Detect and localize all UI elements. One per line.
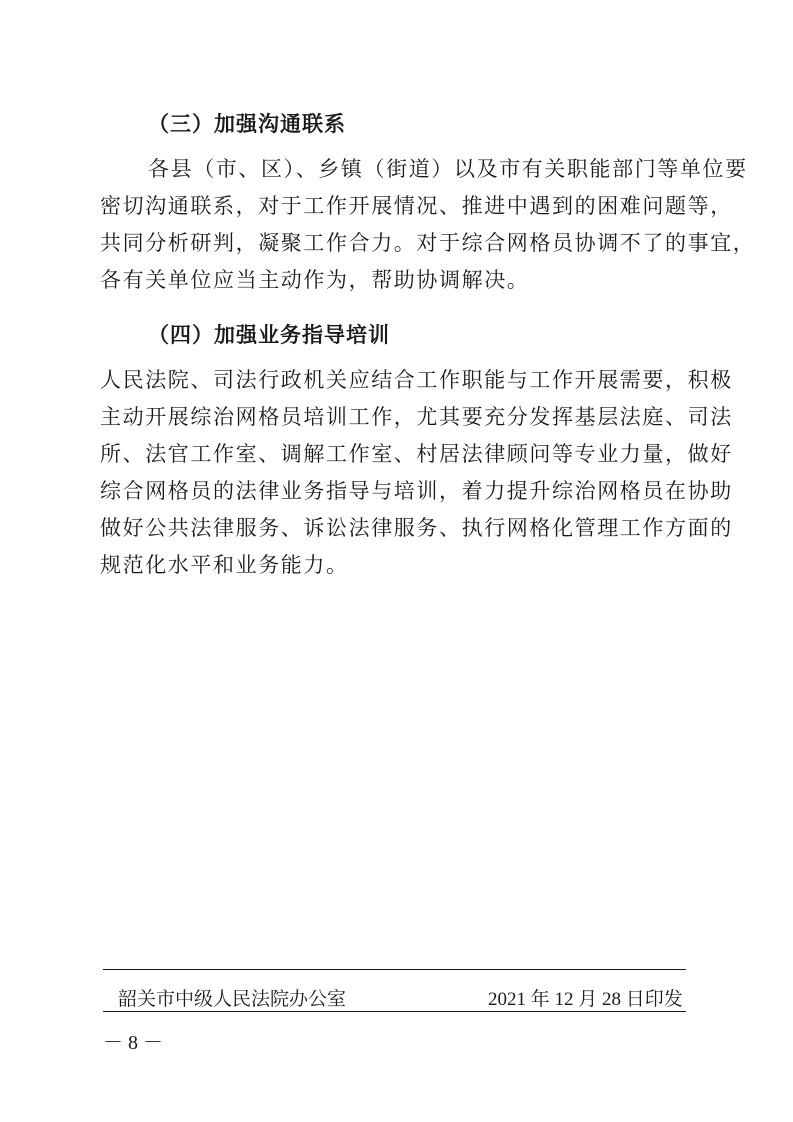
section-4-heading: （四）加强业务指导培训	[148, 322, 390, 347]
section-4-paragraph-line: 所、法官工作室、调解工作室、村居法律顾问等专业力量，做好	[100, 442, 733, 466]
issue-date: 2021 年 12 月 28 日印发	[488, 989, 683, 1010]
page-number: － 8 －	[103, 1032, 163, 1054]
section-3-heading: （三）加强沟通联系	[148, 111, 346, 136]
issuer-name: 韶关市中级人民法院办公室	[118, 988, 347, 1010]
section-4-paragraph-line: 综合网格员的法律业务指导与培训，着力提升综治网格员在协助	[100, 479, 733, 503]
footer-bottom-rule	[103, 1011, 686, 1012]
section-3-paragraph-line: 各县（市、区）、乡镇（街道）以及市有关职能部门等单位要	[148, 157, 748, 181]
section-3-paragraph-line: 密切沟通联系，对于工作开展情况、推进中遇到的困难问题等，	[100, 194, 733, 218]
section-3-paragraph-line: 共同分析研判，凝聚工作合力。对于综合网格员协调不了的事宜，	[100, 231, 756, 255]
section-4-paragraph-line: 人民法院、司法行政机关应结合工作职能与工作开展需要，积极	[100, 368, 733, 392]
footer-top-rule	[103, 969, 686, 970]
section-3-paragraph-line: 各有关单位应当主动作为，帮助协调解决。	[100, 268, 530, 292]
section-4-paragraph-line: 规范化水平和业务能力。	[100, 553, 349, 577]
section-4-paragraph-line: 做好公共法律服务、诉讼法律服务、执行网格化管理工作方面的	[100, 516, 733, 540]
section-4-paragraph-line: 主动开展综治网格员培训工作，尤其要充分发挥基层法庭、司法	[100, 405, 733, 429]
